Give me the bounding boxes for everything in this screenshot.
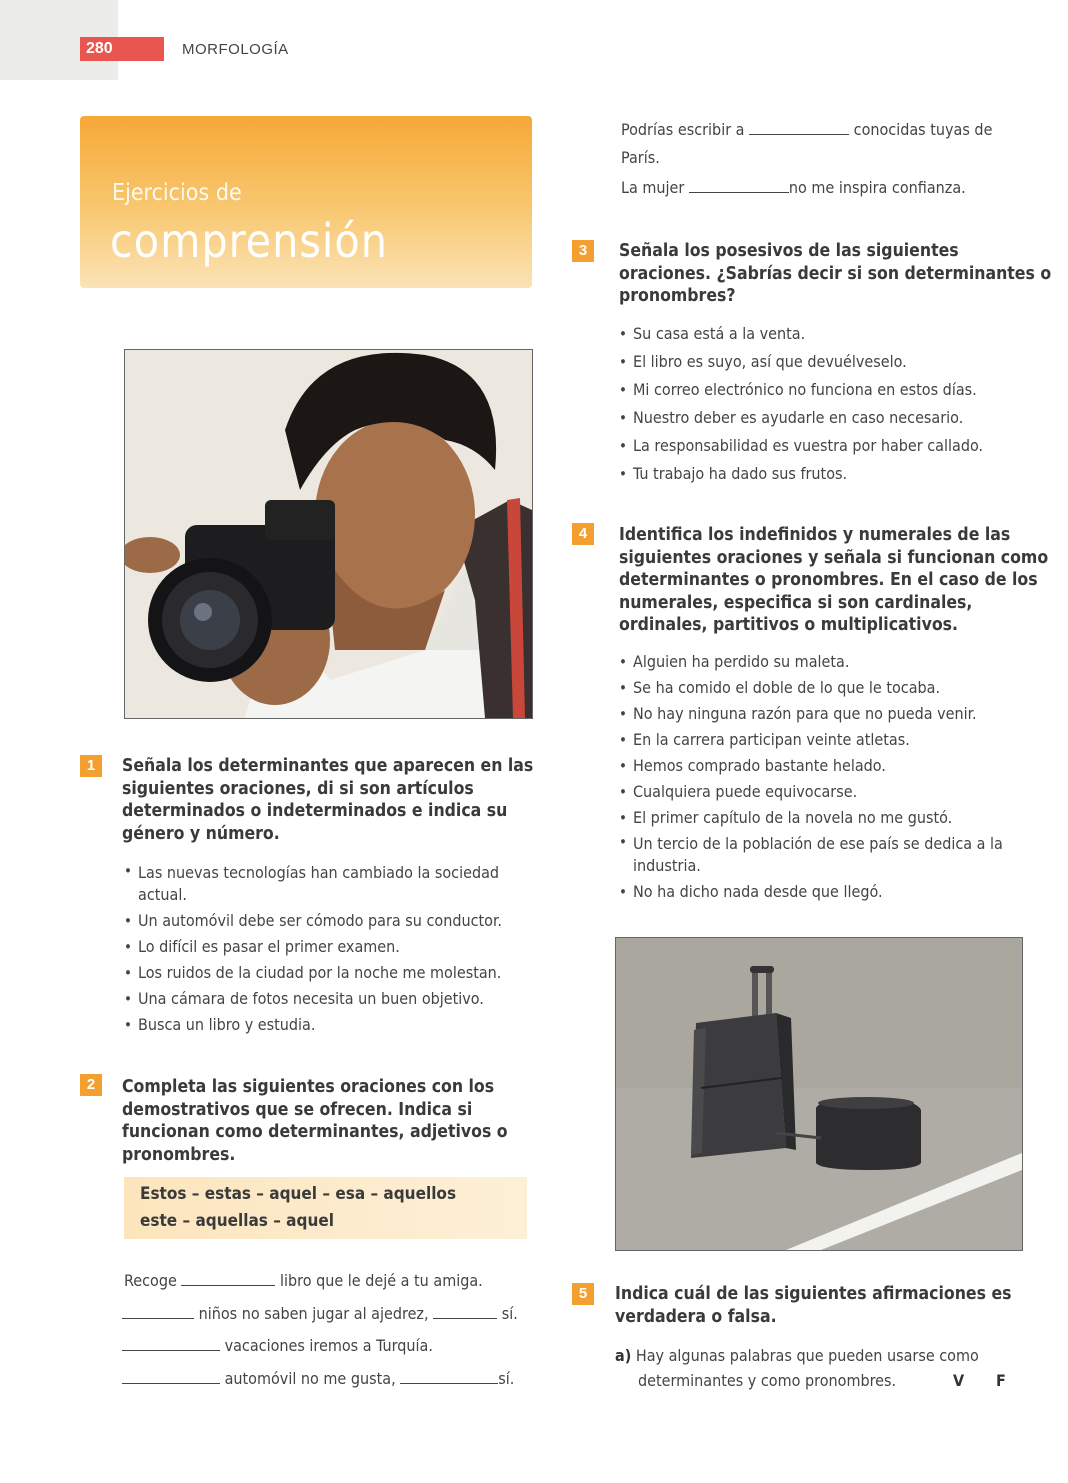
demonstratives-word-box: Estos – estas – aquel – esa – aquellos este – aquellas – aquel [124,1177,527,1239]
blank-field[interactable] [749,120,849,135]
blank-field[interactable] [433,1304,497,1319]
exercise-1-list [124,860,544,1038]
list-item: • Alguien ha perdido su maleta. [619,649,1039,675]
true-option[interactable]: V [953,1371,965,1390]
list-item: • Cualquiera puede equivocarse. [619,779,1039,805]
sentence-1: Recoge libro que le dejé a tu amiga. [124,1271,483,1290]
banner-line-2: comprensión [110,214,388,268]
exercise-3-heading: Señala los posesivos de las siguientes oraciones. ¿Sabrías decir si son determinantes o pronombres? [619,241,1052,306]
list-item: • Hemos comprado bastante helado. [619,753,1039,779]
section-title: MORFOLOGÍA [182,41,289,58]
list-item: • Su casa está a la venta. [619,320,1039,348]
blank-field[interactable] [689,178,789,193]
list-item: • Una cámara de fotos necesita un buen objetivo. [124,986,544,1012]
exercise-1-number: 1 [80,755,102,777]
list-item: • Mi correo electrónico no funciona en estos días. [619,376,1039,404]
blank-field[interactable] [122,1304,194,1319]
sentence-6: La mujer no me inspira confianza. [621,178,966,197]
blank-field[interactable] [122,1336,220,1351]
list-item: • En la carrera participan veinte atletas. [619,727,1039,753]
list-item: • El libro es suyo, así que devuélveselo. [619,348,1039,376]
list-item: • Las nuevas tecnologías han cambiado la sociedad actual. [124,860,544,908]
list-item: • Un tercio de la población de ese país se dedica a la industria. [619,831,1039,879]
page-number: 280 [80,37,164,61]
list-item: • Nuestro deber es ayudarle en caso necesario. [619,404,1039,432]
list-item: • La responsabilidad es vuestra por haber callado. [619,432,1039,460]
statement-a: a) Hay algunas palabras que pueden usarse como determinantes y como pronombres. [615,1346,979,1390]
suitcases-photo [615,937,1023,1251]
exercise-4-list [619,649,1039,905]
exercise-4-number: 4 [572,523,594,545]
blank-field[interactable] [400,1369,498,1384]
sentence-4: automóvil no me gusta, sí. [122,1368,514,1390]
exercise-3-number: 3 [572,240,594,262]
list-item: • Tu trabajo ha dado sus frutos. [619,460,1039,488]
exercise-2-number: 2 [80,1074,102,1096]
list-item: • Los ruidos de la ciudad por la noche me molestan. [124,960,544,986]
exercise-2-heading: Completa las siguientes oraciones con los demostrativos que se ofrecen. Indica si funcionan como determinantes, adjetivos o pronombres. [122,1077,508,1165]
false-option[interactable]: F [996,1371,1006,1390]
sentence-3: vacaciones iremos a Turquía. [122,1335,433,1357]
exercise-4-heading: Identifica los indefinidos y numerales de las siguientes oraciones y señala si funcionan como determinantes o pronombres. En el caso de los numerales, especifica si son cardinales, ordinales, partitivos o multiplicativos. [619,525,1049,635]
list-item: • Un automóvil debe ser cómodo para su conductor. [124,908,544,934]
list-item: • El primer capítulo de la novela no me gustó. [619,805,1039,831]
exercise-1-heading: Señala los determinantes que aparecen en las siguientes oraciones, di si son artículos determinados o indeterminados e indica su género y número. [122,756,534,844]
blank-field[interactable] [122,1369,220,1384]
list-item: • Se ha comido el doble de lo que le tocaba. [619,675,1039,701]
list-item: • Lo difícil es pasar el primer examen. [124,934,544,960]
sentence-2: niños no saben jugar al ajedrez, sí. [122,1303,518,1325]
banner-line-1: Ejercicios de [112,180,242,206]
photographer-photo [124,349,533,719]
blank-field[interactable] [181,1271,275,1286]
exercises-banner [80,116,532,288]
exercise-5-heading: Indica cuál de las siguientes afirmaciones es verdadera o falsa. [615,1284,1012,1327]
list-item: • Busca un libro y estudia. [124,1012,544,1038]
exercise-5-number: 5 [572,1283,594,1305]
sentence-5: Podrías escribir a conocidas tuyas de París. [621,120,993,167]
exercise-3-list [619,320,1039,488]
list-item: • No hay ninguna razón para que no pueda venir. [619,701,1039,727]
list-item: • No ha dicho nada desde que llegó. [619,879,1039,905]
